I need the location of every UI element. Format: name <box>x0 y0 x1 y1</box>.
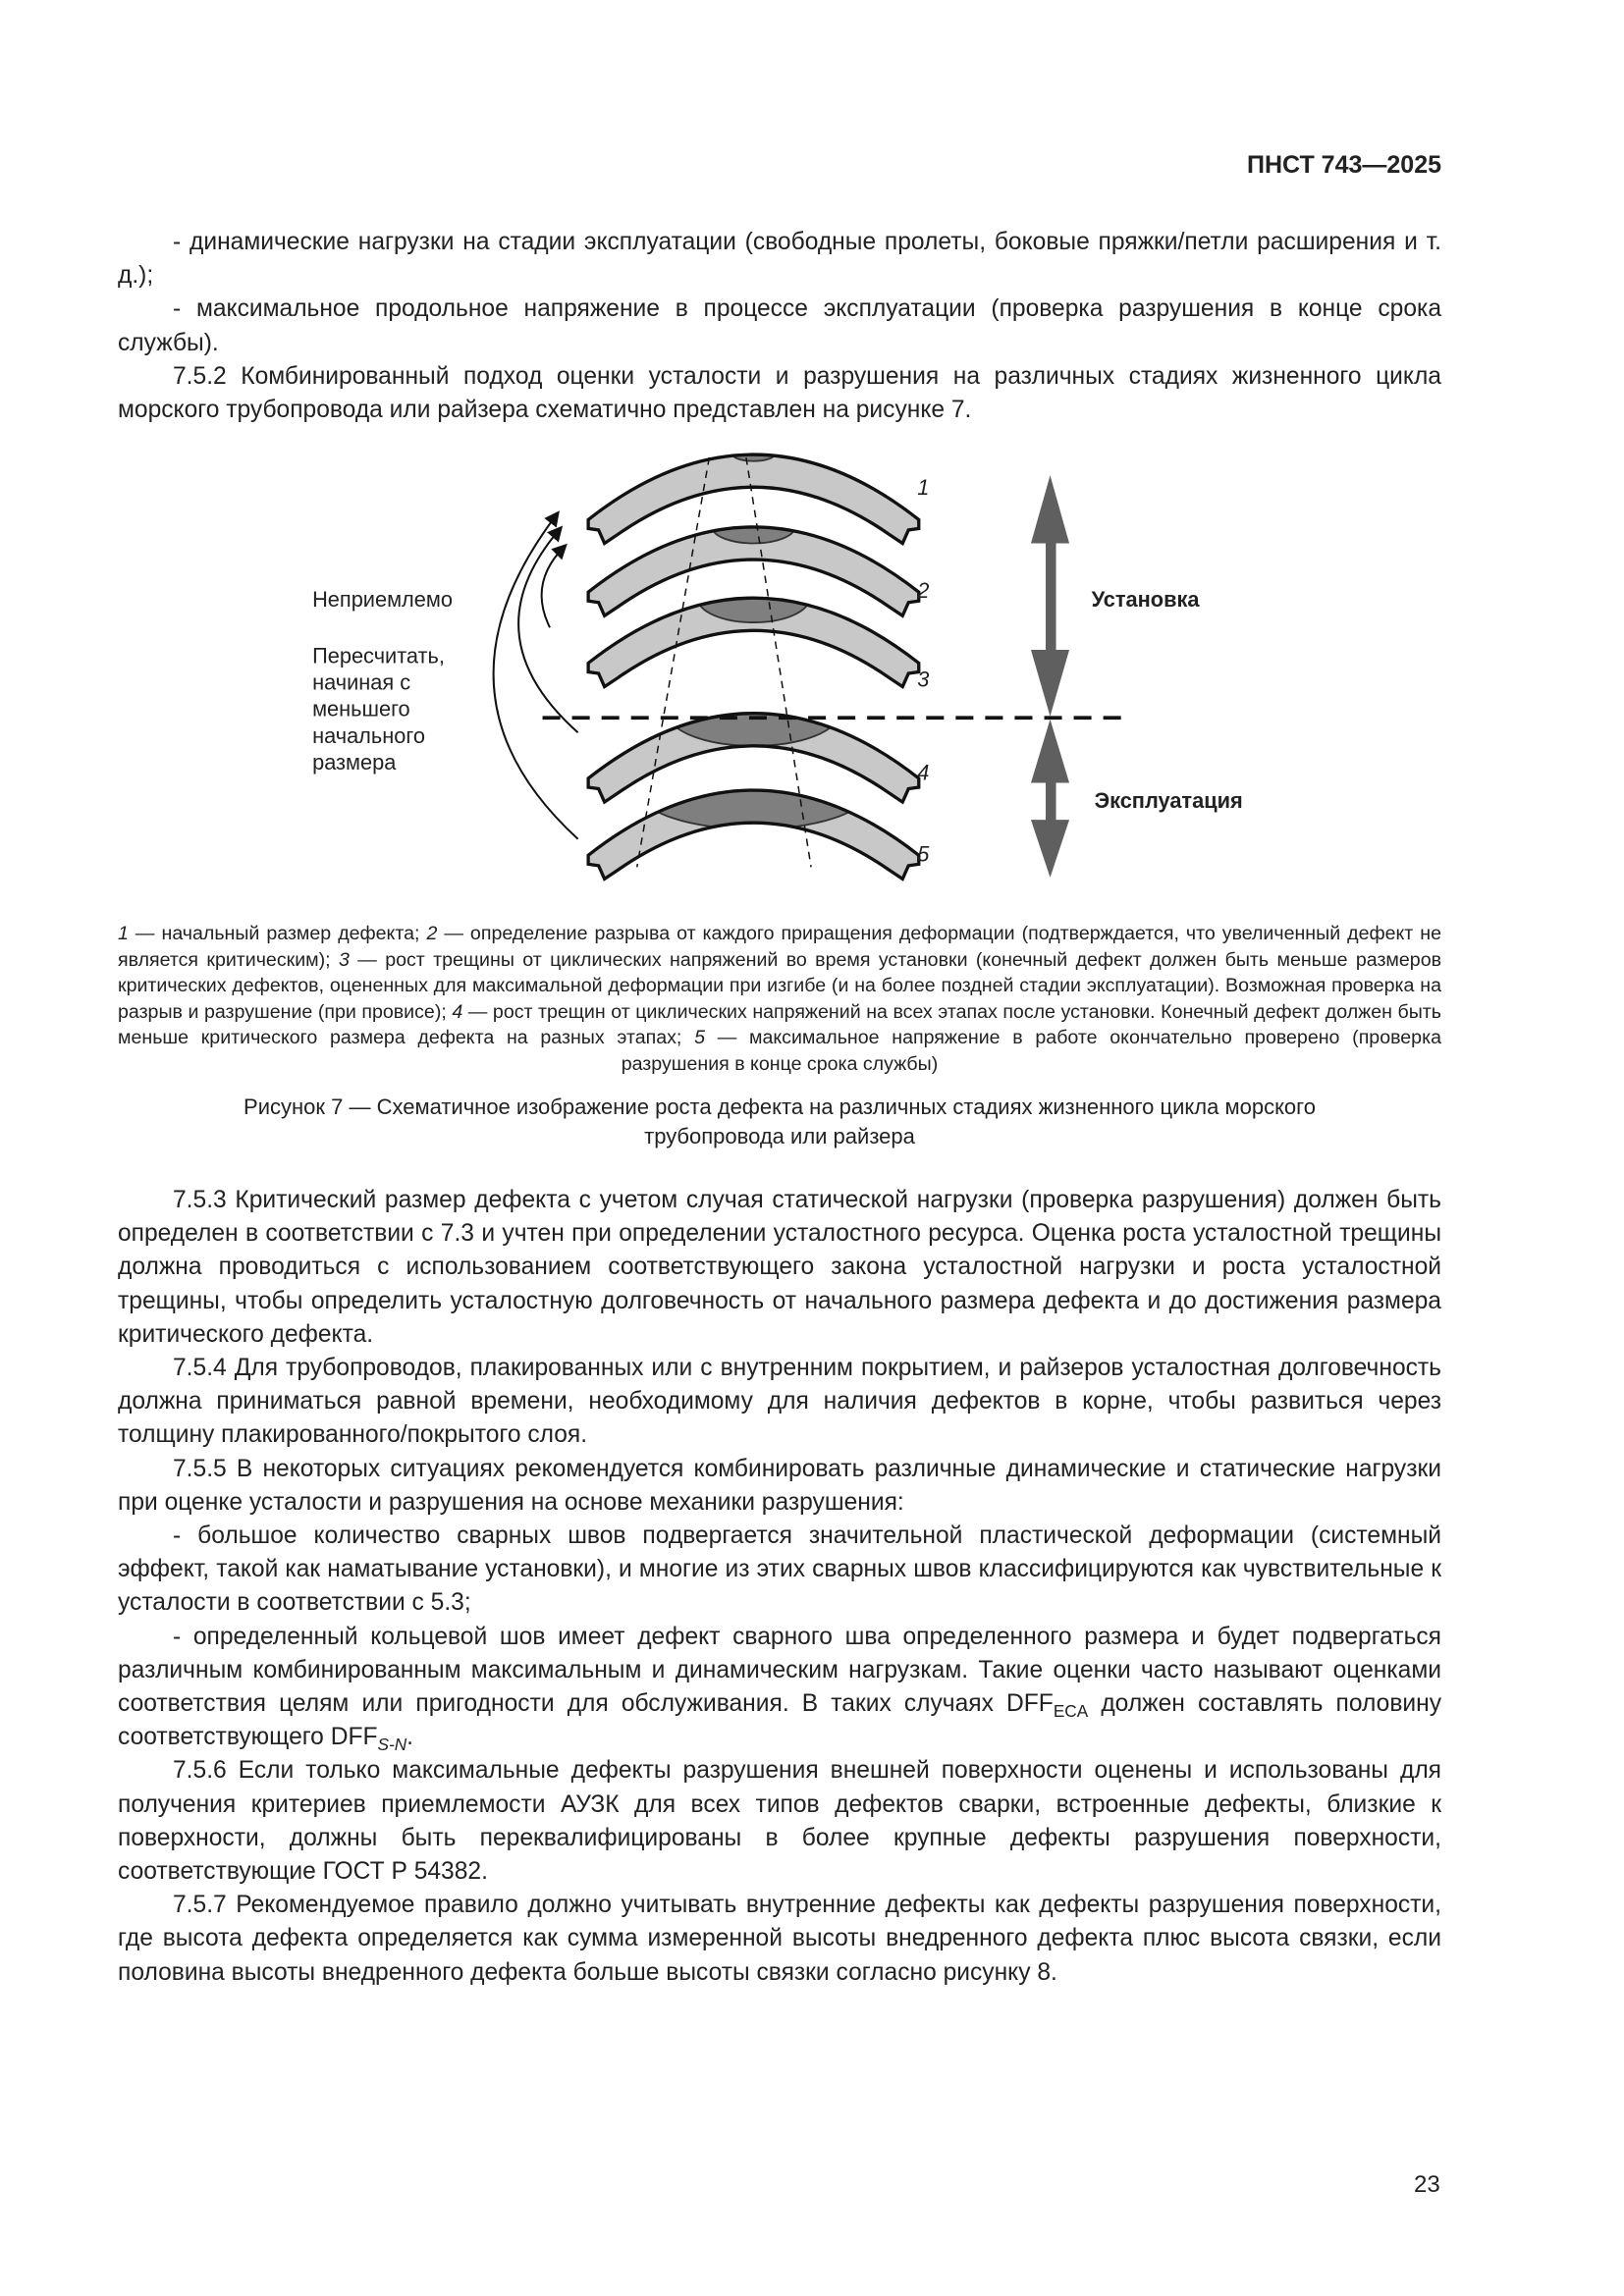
label-operation: Эксплуатация <box>1094 788 1243 814</box>
stage-number: 3 <box>917 667 930 692</box>
label-recalc-line: размера <box>312 749 397 774</box>
paragraph: 7.5.5 В некоторых ситуациях рекомендуется комбинировать различные динамические и статические нагрузки при оценке усталости и разрушения на основе механики разрушения: <box>118 1455 1441 1516</box>
paragraph: 7.5.7 Рекомендуемое правило должно учитывать внутренние дефекты как дефекты разрушения поверхности, где высота дефекта определяется как сумма измеренной высоты внедренного дефекта плюс высота связки, если половина высоты внедренного дефекта больше высоты связки согласно рисунку 8. <box>118 1892 1441 1986</box>
installation-arrow <box>1031 475 1069 878</box>
paragraph: 7.5.4 Для трубопроводов, плакированных или с внутренним покрытием, и райзеров усталостная долговечность должна приниматься равной времени, необходимому для наличия дефектов в корне, чтобы развиться через толщину плакированного/покрытого слоя. <box>118 1355 1441 1449</box>
figure-caption <box>157 1093 1402 1151</box>
stage-number: 1 <box>917 474 930 500</box>
legend-text: — определение разрыва от каждого приращения деформации (подтверждается, что увеличенный дефект не является критическим); <box>118 923 1441 971</box>
legend-text: — рост трещины от циклических напряжений во время установки (конечный дефект должен быть меньше размеров критических дефектов, оцененных для максимальной деформации при изгибе (и на более поздней стадии эксплуатации). Возможная проверка на разрыв и разрушение (при провисе); <box>118 948 1441 1023</box>
paragraph: - максимальное продольное напряжение в процессе эксплуатации (проверка разрушения в конце срока службы). <box>118 295 1441 356</box>
label-installation: Установка <box>1091 587 1200 613</box>
legend-num: 3 <box>338 948 350 971</box>
caption-line: трубопровода или райзера <box>644 1124 915 1148</box>
text: должен составлять половину соответствующего DFF <box>118 1690 1441 1751</box>
paragraph: - большое количество сварных швов подвергается значительной пластической деформации (системный эффект, такой как наматывание установки), и многие из этих сварных швов классифицируются как чувствительные к усталости в соответствии с 5.3; <box>118 1522 1441 1617</box>
label-recalc-line: начального <box>312 722 425 748</box>
page-number: 23 <box>1414 2171 1440 2198</box>
paragraph: - динамические нагрузки на стадии эксплуатации (свободные пролеты, боковые пряжки/петли расширения и т. д.); <box>118 229 1441 290</box>
legend-text: — рост трещин от циклических напряжений на всех этапах после установки. Конечный дефект должен быть меньше критического размера дефекта на разных этапах; <box>118 1000 1441 1049</box>
caption-line: Рисунок 7 — Схематичное изображение роста дефекта на различных стадиях жизненного цикла морского <box>244 1095 1316 1119</box>
legend-num: 5 <box>694 1027 705 1049</box>
paragraph-dff <box>118 1621 1441 1755</box>
label-recalc-line: меньшего <box>312 696 410 721</box>
body-text <box>118 1184 1441 1990</box>
legend-text: — максимальное напряжение в работе окончательно проверено (проверка разрушения в конце срока службы) <box>621 1027 1441 1075</box>
figure-7-diagram <box>265 428 1298 901</box>
stage-number: 4 <box>917 760 930 785</box>
text: - определенный кольцевой шов имеет дефект сварного шва определенного размера и будет подвергаться различным комбинированным максимальным и динамическим нагрузкам. Такие оценки часто называют оценками соответствия целям или пригодности для обслуживания. В таких случаях DFF <box>118 1623 1441 1718</box>
document-id: ПНСТ 743—2025 <box>1247 151 1441 179</box>
paragraph: 7.5.2 Комбинированный подход оценки усталости и разрушения на различных стадиях жизненного цикла морского трубопровода или райзера схематично представлен на рисунке 7. <box>118 362 1441 424</box>
label-unacceptable: Неприемлемо <box>312 587 453 613</box>
legend-num: 2 <box>426 923 438 944</box>
legend-text: — начальный размер дефекта; <box>128 923 427 944</box>
subscript: S-N <box>377 1735 407 1755</box>
top-text <box>118 226 1441 427</box>
subscript: ECA <box>1053 1701 1089 1722</box>
paragraph: 7.5.6 Если только максимальные дефекты разрушения внешней поверхности оценены и использованы для получения критериев приемлемости АУЗК для всех типов дефектов сварки, встроенные дефекты, близкие к поверхности, должны быть переквалифицированы в более крупные дефекты разрушения поверхности, соответствующие ГОСТ Р 54382. <box>118 1757 1441 1886</box>
stage-number: 2 <box>917 578 930 604</box>
paragraph: 7.5.3 Критический размер дефекта с учетом случая статической нагрузки (проверка разрушения) должен быть определен в соответствии с 7.3 и учтен при определении усталостного ресурса. Оценка роста усталостной трещины должна проводиться с использованием соответствующего закона усталостной нагрузки и роста усталостной трещины, чтобы определить усталостную долговечность от начального размера дефекта и до достижения размера критического дефекта. <box>118 1187 1441 1348</box>
legend-num: 1 <box>118 923 129 944</box>
figure-legend <box>118 921 1441 1078</box>
legend-num: 4 <box>452 1000 463 1023</box>
stage-number: 5 <box>917 841 930 867</box>
pipe-section-stage-4 <box>588 681 919 803</box>
curved-arrow-icon <box>542 547 565 628</box>
text: . <box>406 1724 414 1751</box>
label-recalc-line: Пересчитать, <box>312 643 445 668</box>
label-recalc-line: начиная с <box>312 669 411 695</box>
curved-arrows <box>494 513 578 838</box>
